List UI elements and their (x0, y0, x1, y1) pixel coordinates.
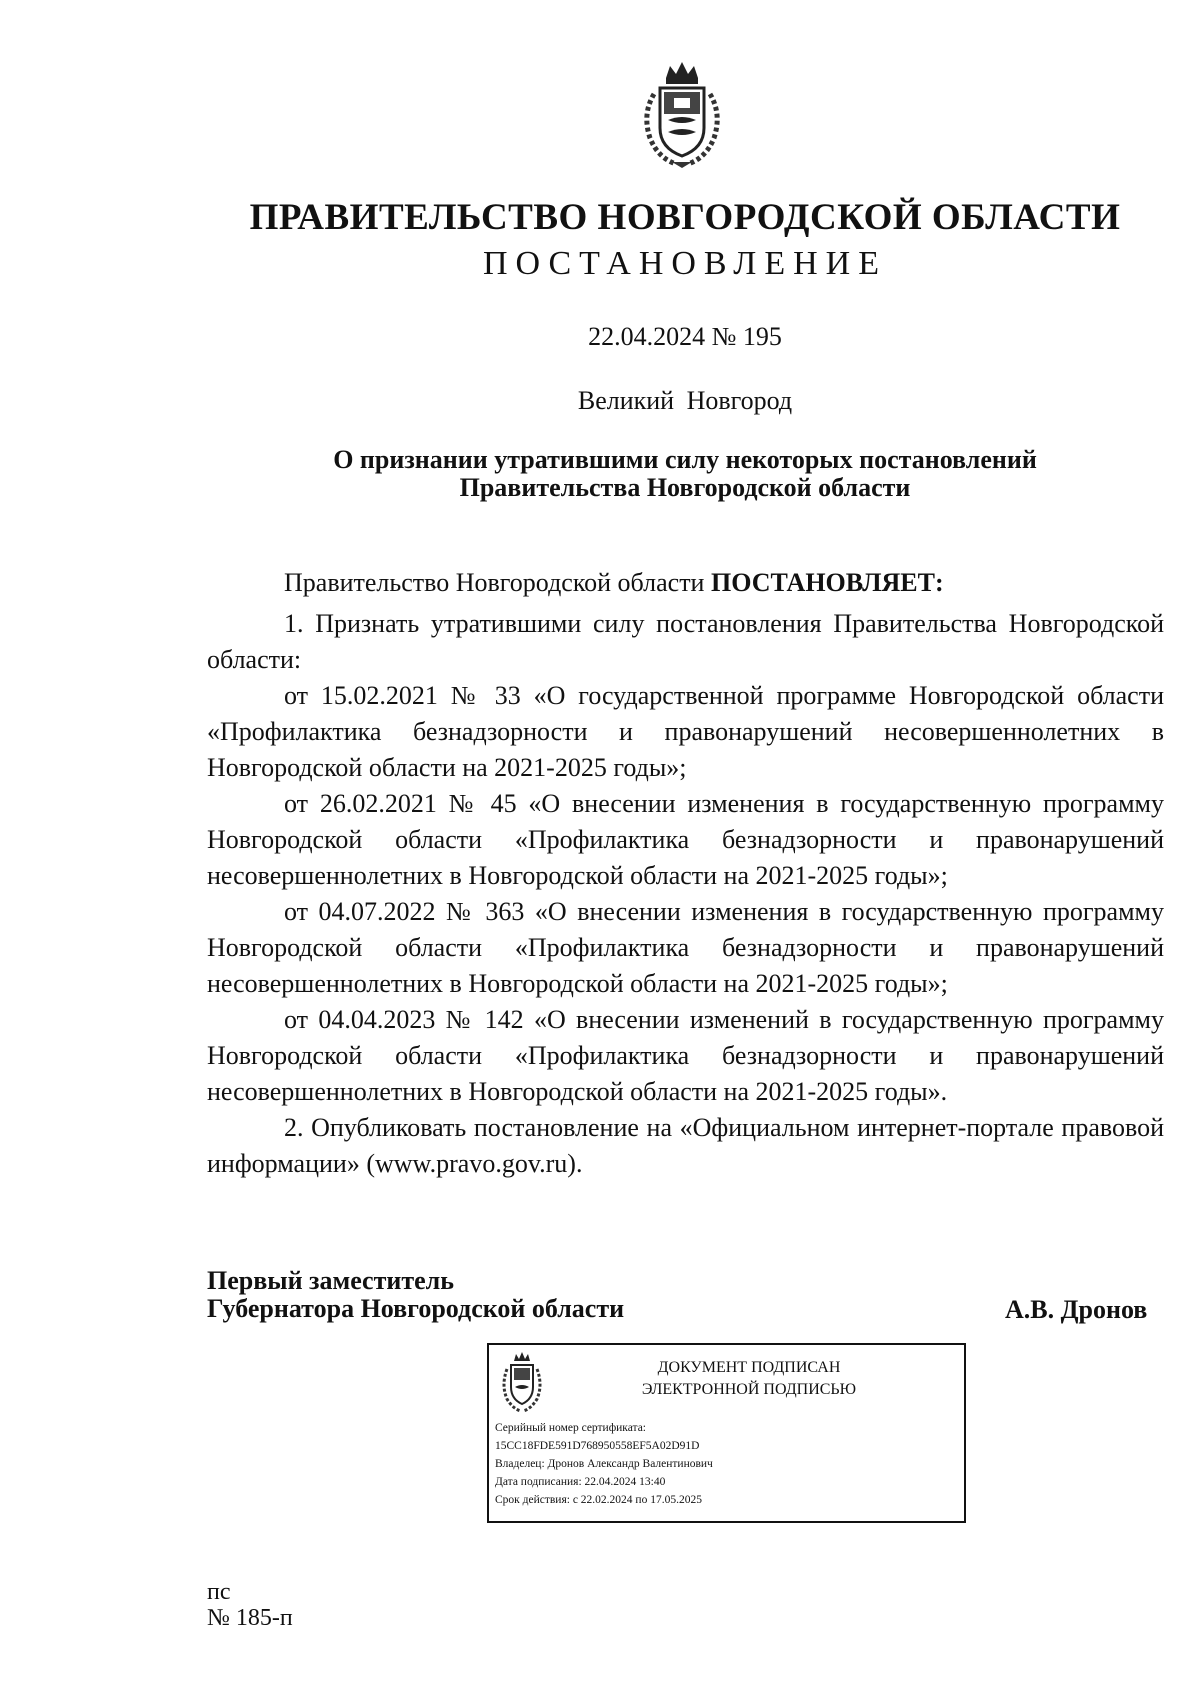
government-title: ПРАВИТЕЛЬСТВО НОВГОРОДСКОЙ ОБЛАСТИ (249, 197, 1121, 238)
paragraph-2: от 15.02.2021 № 33 «О государственной программе Новгородской области «Профилактика безнадзорности и правонарушений несовершеннолетних в Новгородской области на 2021-2025 годы»; (207, 681, 1164, 782)
validity-period: Срок действия: с 22.02.2024 по 17.05.2025 (495, 1494, 702, 1506)
subject-line-2: Правительства Новгородской области (459, 473, 911, 502)
date-and-number: 22.04.2024 № 195 (588, 322, 782, 351)
document-body (207, 565, 1164, 1182)
document-type: ПОСТАНОВЛЕНИЕ (482, 245, 888, 282)
signing-date: Дата подписания: 22.04.2024 13:40 (495, 1476, 666, 1488)
stamp-details (495, 1419, 713, 1509)
footer-ps: пс (207, 1579, 231, 1605)
stamp-title-line-1: ДОКУМЕНТ ПОДПИСАН (657, 1359, 841, 1376)
subject-line-1: О признании утратившими силу некоторых постановлений (333, 445, 1037, 474)
stamp-emblem-icon (499, 1351, 545, 1413)
intro-paragraph (207, 565, 1164, 601)
paragraph-3: от 26.02.2021 № 45 «О внесении изменения в государственную программу Новгородской области «Профилактика безнадзорности и правонарушений несовершеннолетних в Новгородской области на 2021-2025 годы»; (207, 789, 1164, 890)
signatory-role (207, 1267, 624, 1323)
certificate-number: 15CC18FDE591D768950558EF5A02D91D (495, 1440, 700, 1452)
intro-text: Правительство Новгородской области (284, 568, 711, 597)
certificate-owner: Владелец: Дронов Александр Валентинович (495, 1458, 713, 1470)
stamp-title-line-2: ЭЛЕКТРОННОЙ ПОДПИСЬЮ (641, 1381, 857, 1398)
city: Великий Новгород (577, 386, 793, 415)
paragraph-4: от 04.07.2022 № 363 «О внесении изменения в государственную программу Новгородской области «Профилактика безнадзорности и правонарушений несовершеннолетних в Новгородской области на 2021-2025 годы»; (207, 897, 1164, 998)
coat-of-arms-emblem (636, 58, 728, 170)
footer-registration (207, 1579, 293, 1631)
signatory-role-line-1: Первый заместитель (207, 1266, 454, 1295)
document-subject (0, 446, 1200, 502)
intro-decree-word: ПОСТАНОВЛЯЕТ: (710, 568, 944, 597)
certificate-label: Серийный номер сертификата: (495, 1422, 646, 1434)
signatory-name: А.В. Дронов (1005, 1295, 1148, 1324)
signatory-role-line-2: Губернатора Новгородской области (207, 1294, 625, 1323)
paragraph-6: 2. Опубликовать постановление на «Официальном интернет-портале правовой информации» (www.pravo.gov.ru). (207, 1113, 1164, 1178)
footer-number: № 185-п (207, 1605, 293, 1631)
electronic-signature-stamp (487, 1343, 966, 1523)
paragraph-1: 1. Признать утратившими силу постановления Правительства Новгородской области: (207, 609, 1164, 674)
paragraph-5: от 04.04.2023 № 142 «О внесении изменений в государственную программу Новгородской области «Профилактика безнадзорности и правонарушений несовершеннолетних в Новгородской области на 2021-2025 годы». (207, 1005, 1164, 1106)
